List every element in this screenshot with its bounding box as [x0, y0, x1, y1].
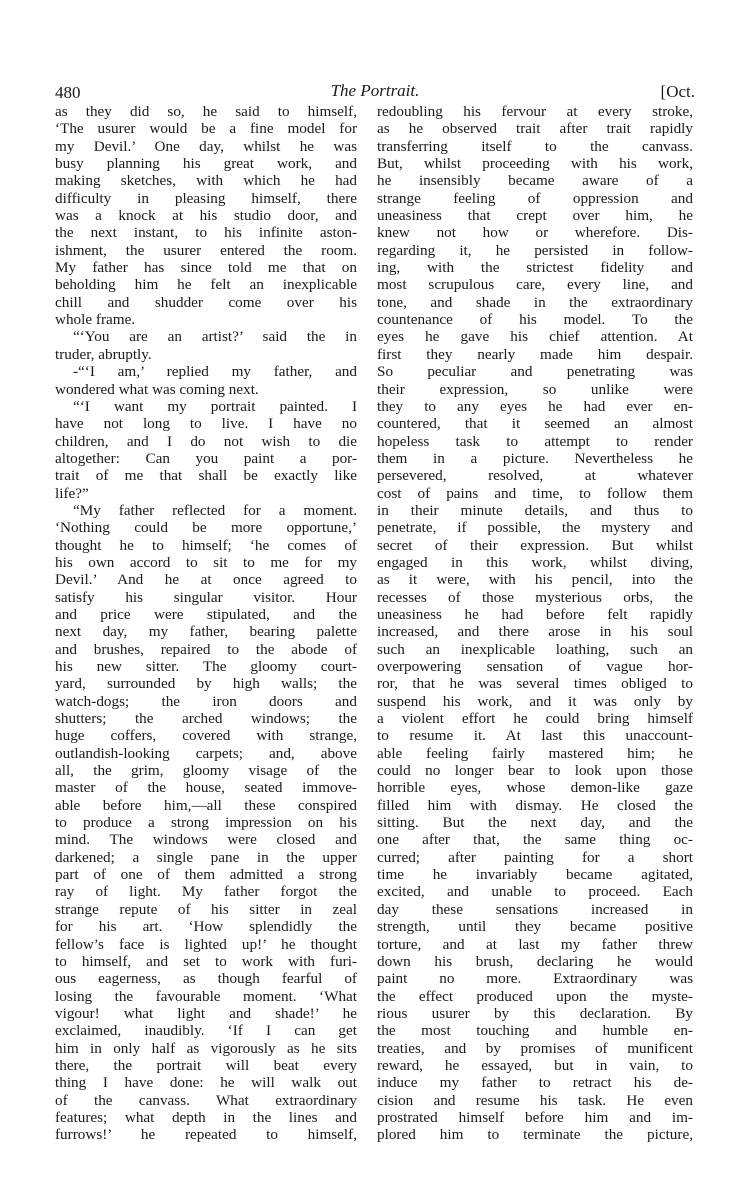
text-line: thought he to himself; ‘he comes of — [55, 536, 357, 554]
text-line: regarding it, he persisted in follow- — [377, 241, 693, 259]
text-line: beholding him he felt an inexplicable — [55, 276, 357, 294]
text-line: persevered, resolved, at whatever — [377, 467, 693, 485]
text-line: torture, and at last my father threw — [377, 935, 693, 953]
text-line: transferring itself to the canvass. — [377, 137, 693, 155]
text-line: could no longer bear to look upon those — [377, 762, 693, 780]
text-line: horrible eyes, whose demon-like gaze — [377, 779, 693, 797]
text-line: paint no more. Extraordinary was — [377, 970, 693, 988]
text-line: fellow’s face is lighted up!’ he thought — [55, 935, 357, 953]
text-line: wondered what was coming next. — [55, 380, 259, 398]
text-line: induce my father to retract his de- — [377, 1074, 693, 1092]
text-line: to himself, and set to work with furi- — [55, 952, 357, 970]
text-line: the effect produced upon the myste- — [377, 987, 693, 1005]
text-line: busy planning his great work, and — [55, 155, 357, 173]
text-line: prostrated himself before him and im- — [377, 1108, 693, 1126]
text-line: yard, surrounded by high walls; the — [55, 675, 357, 693]
text-line: eyes he gave his chief attention. At — [377, 328, 693, 346]
text-line: strength, until they became positive — [377, 918, 693, 936]
text-line: him in only half as vigorously as he sits — [55, 1039, 357, 1057]
text-line: treaties, and by promises of munificent — [377, 1039, 693, 1057]
text-line: able before him,—all these conspired — [55, 796, 357, 814]
text-line: children, and I do not wish to die — [55, 432, 357, 450]
text-line: shutters; the arched windows; the — [55, 710, 357, 728]
text-line: thing I have done: he will walk out — [55, 1074, 357, 1092]
text-line: truder, abruptly. — [55, 345, 152, 363]
text-line: ray of light. My father forgot the — [55, 883, 357, 901]
text-line: and brushes, repaired to the abode of — [55, 640, 357, 658]
text-line: their expression, so unlike were — [377, 380, 693, 398]
text-line: he insensibly became aware of a — [377, 172, 693, 190]
text-line: his new sitter. The gloomy court- — [55, 658, 357, 675]
text-line: part of one of them admitted a strong — [55, 866, 357, 884]
text-line: “‘I want my portrait painted. I — [73, 397, 357, 415]
text-line: penetrate, if possible, the mystery and — [377, 519, 693, 537]
running-head — [55, 80, 695, 102]
text-line: trait of me that shall be exactly like — [55, 467, 357, 485]
text-line: have not long to live. I have no — [55, 415, 357, 433]
text-line: in their minute details, and thus to — [377, 501, 693, 519]
text-line: to produce a strong impression on his — [55, 814, 357, 832]
text-line: mind. The windows were closed and — [55, 831, 357, 849]
text-line: my Devil.’ One day, whilst he was — [55, 137, 357, 155]
text-line: able feeling fairly mastered him; he — [377, 744, 693, 762]
text-line: uneasiness that crept over him, he — [377, 207, 693, 225]
text-line: overpowering sensation of vague hor- — [377, 658, 693, 675]
text-line: making sketches, with which he had — [55, 172, 357, 190]
text-line: uneasiness he had before felt rapidly — [377, 605, 693, 623]
text-line: furrows!’ he repeated to himself, — [55, 1126, 357, 1144]
text-line: hopeless task to attempt to render — [377, 432, 693, 450]
text-line: the next instant, to his infinite aston- — [55, 224, 357, 242]
text-line: was a knock at his studio door, and — [55, 207, 357, 225]
text-line: losing the favourable moment. ‘What — [55, 987, 357, 1005]
text-line: there, the portrait will beat every — [55, 1056, 357, 1074]
text-line: most scrupulous care, every line, and — [377, 276, 693, 294]
text-line: first they nearly made him despair. — [377, 345, 693, 363]
text-line: knew not how or wherefore. Dis- — [377, 224, 693, 242]
text-line: redoubling his fervour at every stroke, — [377, 103, 693, 120]
text-line: So peculiar and penetrating was — [377, 363, 693, 381]
text-line: Devil.’ And he at once agreed to — [55, 571, 357, 589]
text-line: ror, that he was several times obliged to — [377, 675, 693, 693]
text-line: satisfy his singular visitor. Hour — [55, 588, 357, 606]
text-line: to resume it. At last this unaccount- — [377, 727, 693, 745]
text-line: recesses of those mysterious orbs, the — [377, 588, 693, 606]
text-line: for his art. ‘How splendidly the — [55, 918, 357, 936]
text-line: all, the grim, gloomy visage of the — [55, 762, 357, 780]
text-line: they to any eyes he had ever en- — [377, 397, 693, 415]
text-line: countenance of his model. To the — [377, 311, 693, 329]
text-line: secret of their expression. But whilst — [377, 536, 693, 554]
text-line: exclaimed, inaudibly. ‘If I can get — [55, 1022, 357, 1040]
text-line: ing, with the strictest fidelity and — [377, 259, 693, 277]
text-line: ous eagerness, as though fearful of — [55, 970, 357, 988]
text-line: chill and shudder come over his — [55, 293, 357, 311]
text-line: such an inexplicable loathing, such an — [377, 640, 693, 658]
text-line: -“‘I am,’ replied my father, and — [73, 363, 357, 381]
text-line: tone, and shade in the extraordinary — [377, 293, 693, 311]
text-line: “My father reflected for a moment. — [73, 501, 357, 519]
text-line: a violent effort he could bring himself — [377, 710, 693, 728]
text-line: But, whilst proceeding with his work, — [377, 155, 693, 173]
text-line: engaged in this work, whilst diving, — [377, 553, 693, 571]
text-line: difficulty in pleasing himself, there — [55, 189, 357, 207]
text-line: sitting. But the next day, and the — [377, 814, 693, 832]
text-line: altogether: Can you paint a por- — [55, 449, 357, 467]
text-line: plored him to terminate the picture, — [377, 1126, 693, 1144]
text-line: strange feeling of oppression and — [377, 189, 693, 207]
running-date: [Oct. — [660, 82, 695, 101]
text-line: as they did so, he said to himself, — [55, 103, 357, 120]
text-line: cision and resume his task. He even — [377, 1091, 693, 1109]
text-line: reward, he essayed, but in vain, to — [377, 1056, 693, 1074]
text-line: suspend his work, and it was only by — [377, 692, 693, 710]
text-line: one after that, the same thing oc- — [377, 831, 693, 849]
text-line: increased, and there arose in his soul — [377, 623, 693, 641]
text-line: them in a picture. Nevertheless he — [377, 449, 693, 467]
text-line: ishment, the usurer entered the room. — [55, 241, 357, 259]
text-line: curred; after painting for a short — [377, 848, 693, 866]
text-line: My father has since told me that on — [55, 259, 357, 277]
text-line: filled him with dismay. He closed the — [377, 796, 693, 814]
text-line: next day, my father, bearing palette — [55, 623, 357, 641]
text-line: outlandish-looking carpets; and, above — [55, 744, 357, 762]
text-line: the most touching and humble en- — [377, 1022, 693, 1040]
text-line: strange repute of his sitter in zeal — [55, 900, 357, 918]
text-line: and price were stipulated, and the — [55, 605, 357, 623]
text-line: countered, that it seemed an almost — [377, 415, 693, 433]
text-line: “‘You are an artist?’ said the in — [73, 328, 357, 346]
text-line: rious usurer by this declaration. By — [377, 1004, 693, 1022]
text-line: time he invariably became agitated, — [377, 866, 693, 884]
text-line: as it were, with his pencil, into the — [377, 571, 693, 589]
text-line: ‘The usurer would be a fine model for — [55, 120, 357, 138]
left-column — [55, 103, 357, 1144]
text-line: his own accord to sit to me for my — [55, 553, 357, 571]
page-number: 480 — [55, 83, 81, 102]
text-line: watch-dogs; the iron doors and — [55, 692, 357, 710]
text-line: features; what depth in the lines and — [55, 1108, 357, 1126]
text-line: of the canvass. What extraordinary — [55, 1091, 357, 1109]
text-line: excited, and unable to proceed. Each — [377, 883, 693, 901]
text-line: vigour! what light and shade!’ he — [55, 1004, 357, 1022]
text-line: darkened; a single pane in the upper — [55, 848, 357, 866]
text-line: cost of pains and time, to follow them — [377, 484, 693, 502]
text-line: ‘Nothing could be more opportune,’ — [55, 519, 357, 537]
text-line: master of the house, seated immove- — [55, 779, 357, 797]
right-column — [377, 103, 693, 1144]
running-title: The Portrait. — [330, 81, 420, 100]
text-line: as he observed trait after trait rapidly — [377, 120, 693, 138]
text-line: life?” — [55, 484, 89, 502]
text-line: huge coffers, covered with strange, — [55, 727, 357, 745]
text-line: down his brush, declaring he would — [377, 952, 693, 970]
text-line: whole frame. — [55, 311, 136, 329]
text-line: day these sensations increased in — [377, 900, 693, 918]
